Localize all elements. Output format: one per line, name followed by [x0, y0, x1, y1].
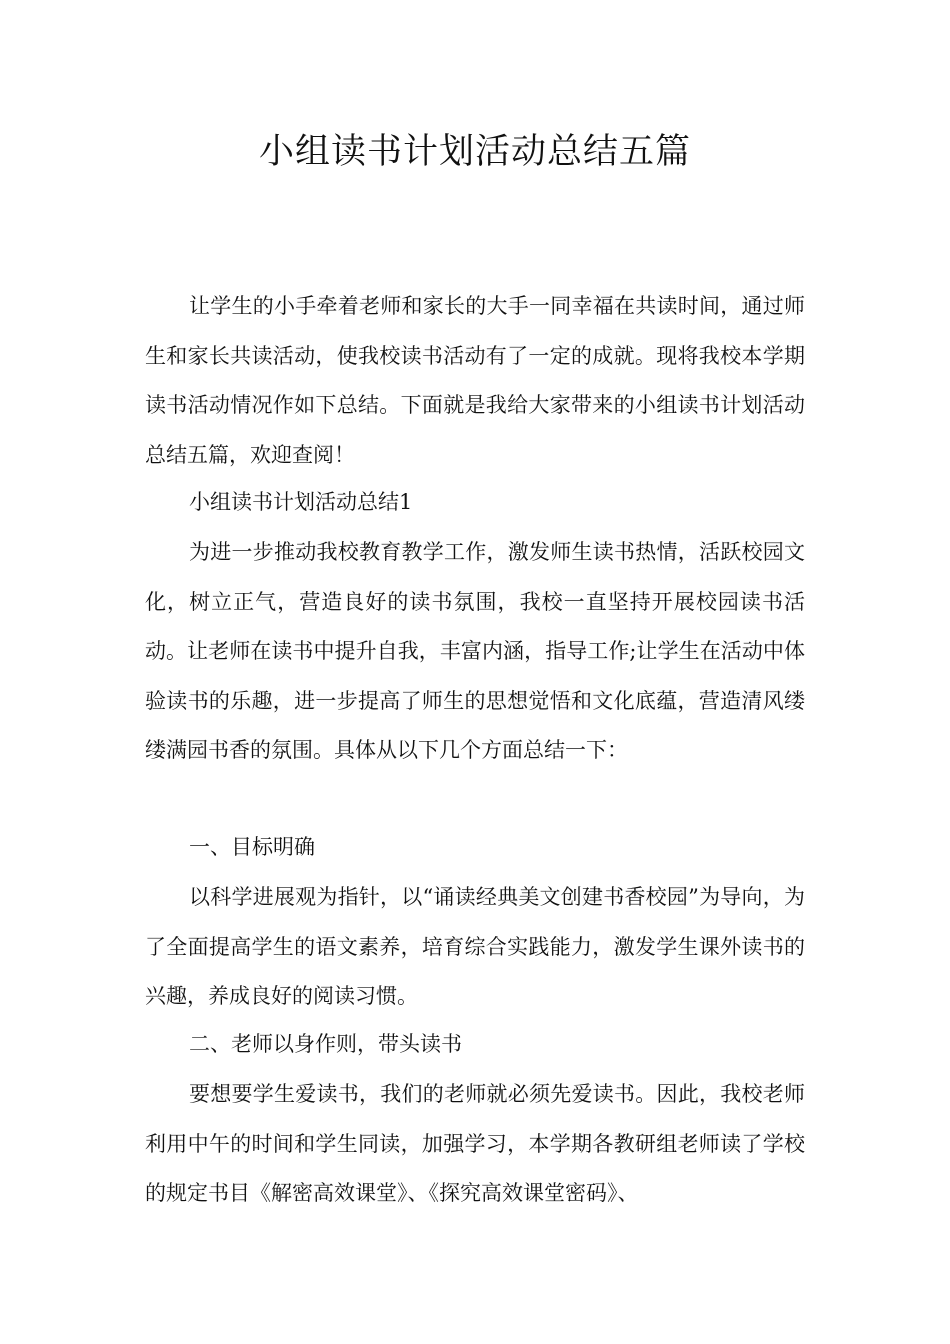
section-1-paragraph: 为进一步推动我校教育教学工作，激发师生读书热情，活跃校园文化，树立正气，营造良好的读书氛围，我校一直坚持开展校园读书活动。让老师在读书中提升自我，丰富内涵，指导工作;让学生在活动中体验读书的乐趣，进一步提高了师生的思想觉悟和文化底蕴，营造清风缕缕满园书香的氛围。具体从以下几个方面总结一下： [145, 540, 805, 762]
section-heading-1: 小组读书计划活动总结1 [189, 490, 413, 514]
goal-heading: 一、目标明确 [189, 835, 315, 859]
teacher-paragraph: 要想要学生爱读书，我们的老师就必须先爱读书。因此，我校老师利用中午的时间和学生同读，加强学习，本学期各教研组老师读了学校的规定书目《解密高效课堂》、《探究高效课堂密码》、 [145, 1082, 805, 1205]
goal-paragraph: 以科学进展观为指针，以“诵读经典美文创建书香校园”为导向，为了全面提高学生的语文素养，培育综合实践能力，激发学生课外读书的兴趣，养成良好的阅读习惯。 [145, 885, 805, 1008]
intro-paragraph: 让学生的小手牵着老师和家长的大手一同幸福在共读时间，通过师生和家长共读活动，使我校读书活动有了一定的成就。现将我校本学期读书活动情况作如下总结。下面就是我给大家带来的小组读书计划活动总结五篇，欢迎查阅！ [145, 294, 805, 467]
document-title: 小组读书计划活动总结五篇 [258, 132, 691, 172]
teacher-heading: 二、老师以身作则，带头读书 [189, 1032, 462, 1056]
